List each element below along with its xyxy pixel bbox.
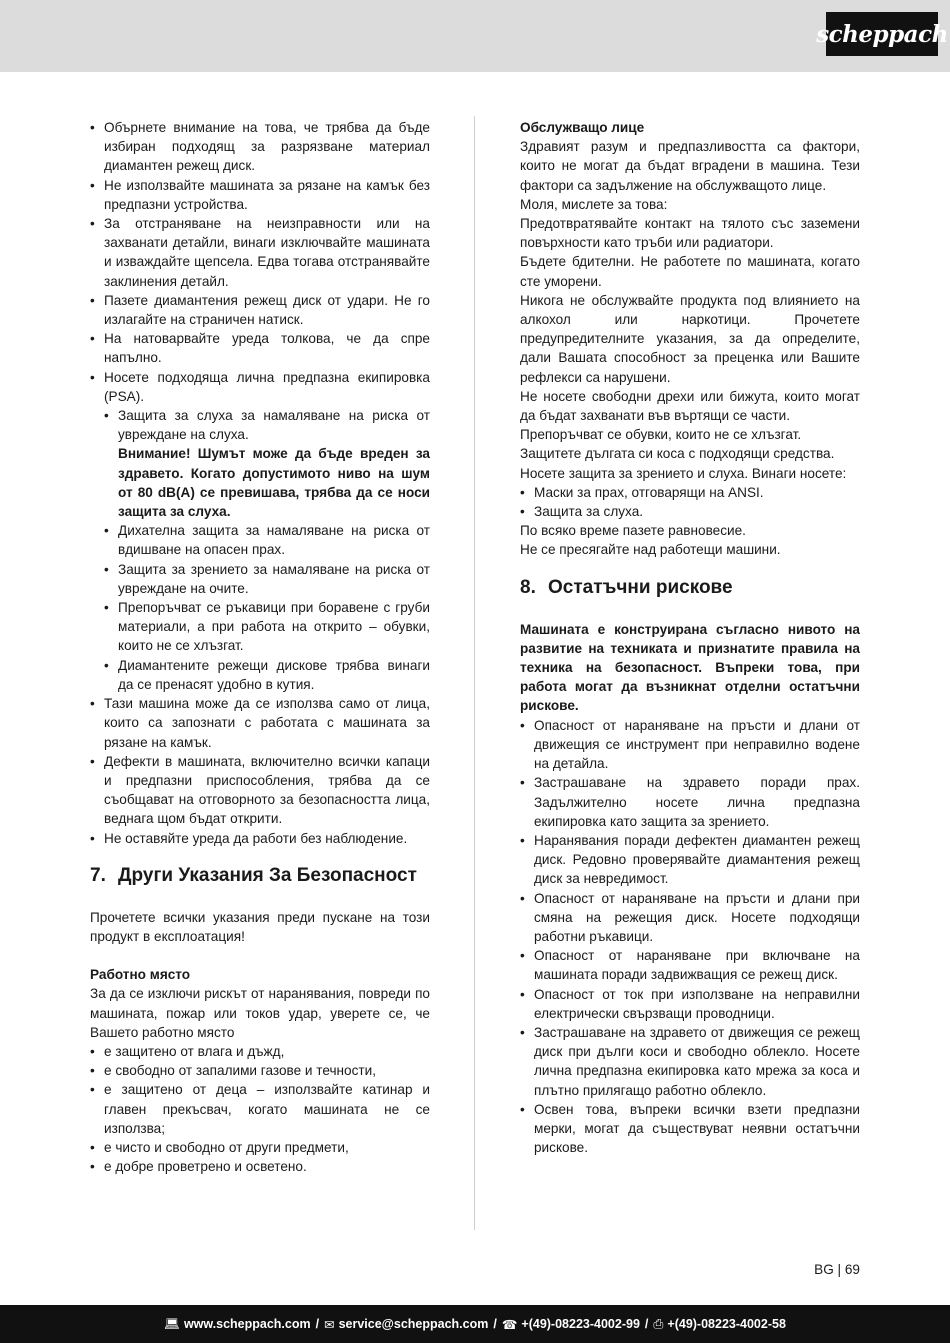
list-item: • Застрашаване на здравето поради прах. Задължително носете лична предпазна екипировка като защита за зрението. xyxy=(520,773,860,831)
list-item: • Опасност от нараняване на пръсти и длани при смяна на режещия диск. Носете подходящи работни ръкавици. xyxy=(520,889,860,947)
operator-paragraph: Не носете свободни дрехи или бижута, които могат да бъдат захванати във въртящи се части. xyxy=(520,388,860,424)
workplace-text: За да се изключи рискът от наранявания, повреди по машината, пожар или токов удар, уверете се, че Вашето работно място xyxy=(90,986,430,1040)
section-7-intro: Прочетете всички указания преди пускане на този продукт в експлоатация! xyxy=(90,909,430,944)
left-column xyxy=(90,118,430,1176)
footer-phone: +(49)-08223-4002-99 xyxy=(521,1317,640,1331)
list-item: • Препоръчват се ръкавици при боравене с груби материали, а при работа на открито – обувки, които не се хлъзгат. xyxy=(104,598,430,656)
footer-separator: / xyxy=(493,1317,497,1331)
list-item: • Маски за прах, отговарящи на ANSI. xyxy=(520,483,860,502)
safety-bullet-list-continued xyxy=(90,694,430,848)
operator-paragraph: Здравият разум и предпазливостта са фактори, които не могат да бъдат вградени в машина. Тези фактори са задължение на обслужващото лице. xyxy=(520,139,860,193)
operator-paragraph: Предотвратявайте контакт на тялото със заземени повърхности като тръби или радиатори. xyxy=(520,216,860,251)
list-item: • Опасност от нараняване на пръсти и длани от движещия се инструмент при неправилно водене на детайла. xyxy=(520,716,860,774)
list-item: • е защитено от деца – използвайте катинар и главен прекъсвач, когато машината не се използва; xyxy=(90,1080,430,1138)
list-item: • Застрашаване на здравето от движещия се режещ диск при дълги коси и свободно облекло. Носете лична предпазна екипировка като мрежа за коса и плътно прилягащо работно облекло. xyxy=(520,1023,860,1100)
operator-paragraph: По всяко време пазете равновесие. xyxy=(520,523,746,539)
list-item: • Обърнете внимание на това, че трябва да бъде избиран подходящ за разрязване материал диамантен режещ диск. xyxy=(90,118,430,176)
noise-warning: Внимание! Шумът може да бъде вреден за здравето. Когато допустимото ниво на шум от 80 dB(A) се превишава, трябва да се носи защита за слуха. xyxy=(118,446,430,520)
list-item: • Дефекти в машината, включително всички капаци и предпазни приспособления, трябва да се съобщават на отговорното за безопасността лица, веднага щом бъдат открити. xyxy=(90,752,430,829)
residual-risks-list xyxy=(520,716,860,1158)
list-item: • За отстраняване на неизправности или на захванати детайли, винаги изключвайте машината и изваждайте щепсела. Едва тогава отстранявайте заклинения детайл. xyxy=(90,214,430,291)
list-item: • е защитено от влага и дъжд, xyxy=(90,1042,430,1061)
footer-separator: / xyxy=(315,1317,320,1331)
phone-icon: ☎︎ xyxy=(501,1317,518,1332)
list-item: • Наранявания поради дефектен диамантен режещ диск. Редовно проверявайте диамантения режещ диск за невредимост. xyxy=(520,831,860,889)
safety-bullet-list xyxy=(90,118,430,406)
mail-icon: ✉︎ xyxy=(324,1317,335,1332)
list-item: • е добре проветрено и осветено. xyxy=(90,1157,430,1176)
section-8-number: 8. xyxy=(520,576,536,598)
workplace-bullet-list xyxy=(90,1042,430,1176)
list-item: • Диамантените режещи дискове трябва винаги да се пренасят удобно в кутия. xyxy=(104,656,430,694)
list-item: • Освен това, въпреки всички взети предпазни мерки, могат да съществуват неявни остатъчни рискове. xyxy=(520,1100,860,1158)
list-item: • Тази машина може да се използва само от лица, които са запознати с работата с машината за рязане на камък. xyxy=(90,694,430,752)
operator-paragraph: Препоръчват се обувки, които не се хлъзгат. xyxy=(520,427,802,443)
footer-website-link[interactable]: www.scheppach.com xyxy=(183,1317,311,1331)
operator-paragraph: Бъдете бдителни. Не работете по машината, когато сте уморени. xyxy=(520,254,860,289)
computer-icon: 💻︎ xyxy=(164,1316,180,1331)
operator-paragraph: Моля, мислете за това: xyxy=(520,196,668,212)
brand-logo xyxy=(816,12,948,56)
footer-email-link[interactable]: service@scheppach.com xyxy=(338,1317,489,1331)
footer-separator: / xyxy=(644,1317,649,1331)
list-item: • Опасност от ток при използване на неправилни електрически свързващи проводници. xyxy=(520,985,860,1023)
header-bar xyxy=(0,0,950,72)
operator-paragraph: Защитете дългата си коса с подходящи средства. xyxy=(520,446,835,462)
list-item: • Дихателна защита за намаляване на риска от вдишване на опасен прах. xyxy=(104,521,430,559)
operator-heading: Обслужващо лице xyxy=(520,120,645,135)
workplace-heading: Работно място xyxy=(90,967,191,983)
list-item: • Защита за слуха. xyxy=(520,502,860,521)
fax-icon: ⎙︎ xyxy=(653,1316,664,1331)
operator-paragraph: Не се пресягайте над работещи машини. xyxy=(520,542,781,558)
page-number: BG | 69 xyxy=(814,1262,860,1277)
list-item: • На натоварвайте уреда толкова, че да спре напълно. xyxy=(90,329,430,367)
column-divider xyxy=(474,116,475,1230)
list-item-text: Защита за слуха за намаляване на риска от увреждане на слуха. xyxy=(118,408,430,443)
operator-paragraph: Носете защита за зрението и слуха. Винаги носете: xyxy=(520,465,847,481)
list-item: • Защита за зрението за намаляване на риска от увреждане на очите. xyxy=(104,560,430,598)
list-item xyxy=(104,406,430,521)
section-8-intro: Машината е конструирана съгласно нивото на развитие на техниката и признатите правила на техника на безопасност. Въпреки това, при работа могат да възникнат отделни остатъчни рискове. xyxy=(520,621,860,714)
list-item: • Не използвайте машината за рязане на камък без предпазни устройства. xyxy=(90,176,430,214)
section-7-heading xyxy=(90,864,430,888)
brand-logo-text: scheppach xyxy=(816,20,948,48)
section-7-number: 7. xyxy=(90,864,106,886)
psa-sub-list xyxy=(104,406,430,694)
right-column xyxy=(520,118,860,1157)
list-item: • е свободно от запалими газове и течности, xyxy=(90,1061,430,1080)
list-item: • Пазете диамантения режещ диск от удари. Не го излагайте на страничен натиск. xyxy=(90,291,430,329)
list-item: • Опасност от нараняване при включване на машината поради задвижващия се режещ диск. xyxy=(520,946,860,984)
list-item: • Не оставяйте уреда да работи без наблюдение. xyxy=(90,829,430,848)
list-item: • е чисто и свободно от други предмети, xyxy=(90,1138,430,1157)
section-7-title: Други Указания За Безопасност xyxy=(118,864,417,886)
operator-paragraph: Никога не обслужвайте продукта под влиянието на алкохол или наркотици. Прочетете предупредителните указания, за да определите, дали Вашата способност за преценка или Вашите рефлекси са нарушени. xyxy=(520,292,860,385)
list-item: • Носете подходяща лична предпазна екипировка (PSA). xyxy=(90,368,430,406)
section-8-title: Остатъчни рискове xyxy=(548,576,733,598)
footer-bar xyxy=(0,1305,950,1343)
ppe-bullet-list xyxy=(520,483,860,521)
section-8-heading xyxy=(520,576,860,600)
footer-fax: +(49)-08223-4002-58 xyxy=(667,1317,786,1331)
